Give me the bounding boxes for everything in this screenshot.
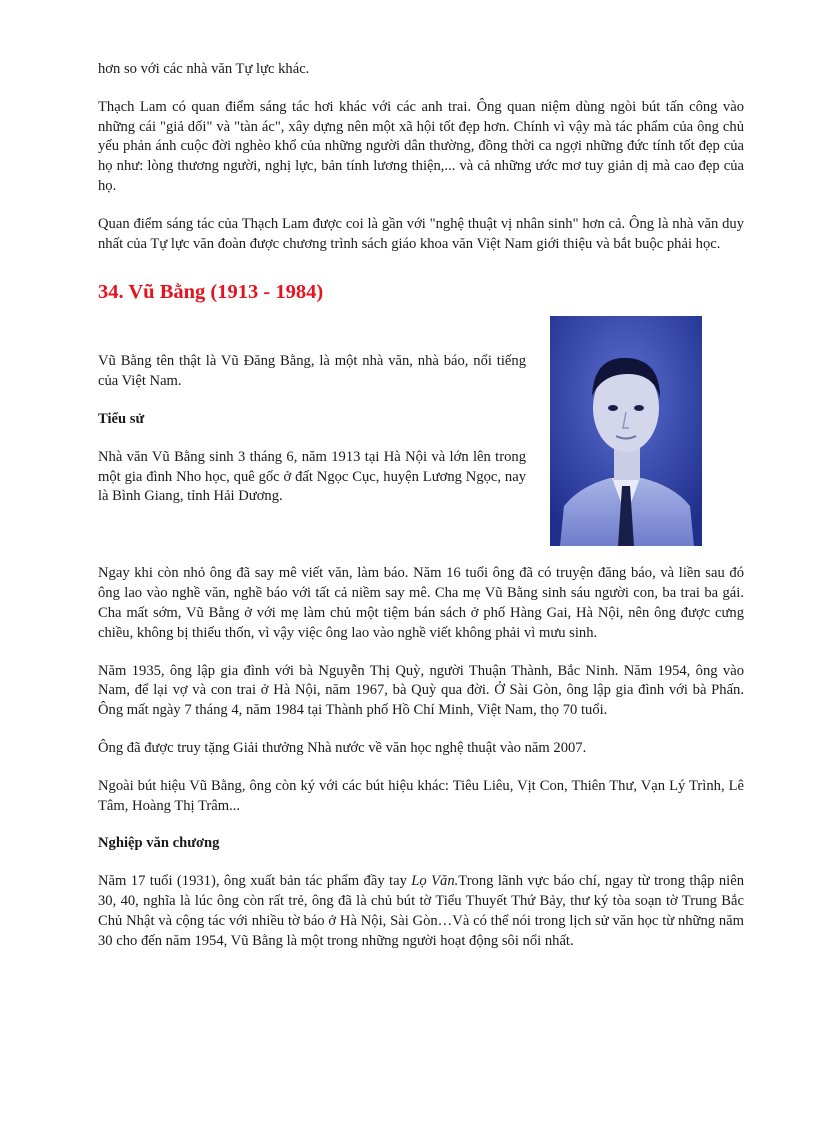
paragraph: Nhà văn Vũ Bằng sinh 3 tháng 6, năm 1913 tại Hà Nội và lớn lên trong một gia đình Nho học, quê gốc ở đất Ngọc Cục, huyện Lương Ngọc, nay là Bình Giang, tỉnh Hải Dương. [98,448,526,505]
bio-block [98,316,744,576]
section-heading: 34. Vũ Bằng (1913 - 1984) [98,281,324,304]
main-text [98,564,744,951]
document-page [98,60,744,969]
paragraph: Ngoài bút hiệu Vũ Bằng, ông còn ký với các bút hiệu khác: Tiêu Liêu, Vịt Con, Thiên Thư, Vạn Lý Trình, Lê Tâm, Hoàng Thị Trâm... [98,777,744,814]
portrait-photo [550,316,702,546]
career-text-a: Năm 17 tuổi (1931), ông xuất bản tác phẩm đầy tay [98,873,412,890]
career-text-b: Trong lãnh vực báo chí, ngay từ trong thập niên 30, 40, nghĩa là lúc ông còn rất trẻ, ông đã là chủ bút tờ Tiểu Thuyết Thứ Bảy, thư ký tòa soạn tờ Trung Bắc Chủ Nhật và cộng tác với nhiều tờ báo ở Hà Nội, Sài Gòn…Và có thể nói trong lịch sử văn học từ những năm 30 cho đến năm 1954, Vũ Bằng là một trong những người hoạt động sôi nổi nhất. [98,873,744,949]
paragraph: hơn so với các nhà văn Tự lực khác. [98,61,310,77]
paragraph: Ông đã được truy tặng Giải thưởng Nhà nước về văn học nghệ thuật vào năm 2007. [98,739,587,756]
paragraph: Năm 1935, ông lập gia đình với bà Nguyễn Thị Quỳ, người Thuận Thành, Bắc Ninh. Năm 1954, ông vào Nam, để lại vợ và con trai ở Hà Nội, năm 1967, bà Quỳ qua đời. Ở Sài Gòn, ông lập gia đình với bà Phấn. Ông mất ngày 7 tháng 4, năm 1984 tại Thành phố Hồ Chí Minh, Việt Nam, thọ 70 tuổi. [98,662,744,719]
paragraph: Thạch Lam có quan điểm sáng tác hơi khác với các anh trai. Ông quan niệm dùng ngòi bút tấn công vào những cái "giả dối" và "tàn ác", xây dựng nên một xã hội tốt đẹp hơn. Chính vì vậy mà tác phẩm của ông chủ yếu phản ánh cuộc đời nghèo khổ của những người dân thường, đồng thời ca ngợi những đức tính tốt đẹp của họ như: lòng thương người, nghị lực, bản tính lương thiện,... và cả những ước mơ tuy giản dị mà cao đẹp của họ. [98,98,744,194]
career-paragraph [98,872,744,951]
paragraph: Ngay khi còn nhỏ ông đã say mê viết văn, làm báo. Năm 16 tuổi ông đã có truyện đăng báo, và liền sau đó ông lao vào nghề văn, nghề báo với tất cả niềm say mê. Cha mẹ Vũ Bằng sinh sáu người con, ba trai ba gái. Cha mất sớm, Vũ Bằng ở với mẹ làm chủ một tiệm bán sách ở phố Hàng Gai, Hà Nội, nên ông được cưng chiều, không bị thiếu thốn, vì vậy việc ông lao vào nghề viết không phải vì mưu sinh. [98,565,744,641]
career-heading: Nghiệp văn chương [98,835,220,852]
bio-heading: Tiểu sử [98,410,145,427]
paragraph: Quan điểm sáng tác của Thạch Lam được coi là gần với "nghệ thuật vị nhân sinh" hơn cả. Ông là nhà văn duy nhất của Tự lực văn đoàn được chương trình sách giáo khoa văn Việt Nam giới thiệu và bắt buộc phải học. [98,215,744,252]
lead-paragraph: Vũ Bằng tên thật là Vũ Đăng Bằng, là một nhà văn, nhà báo, nổi tiếng của Việt Nam. [98,353,526,390]
book-title: Lọ Văn. [411,873,459,890]
bio-text [98,352,526,525]
